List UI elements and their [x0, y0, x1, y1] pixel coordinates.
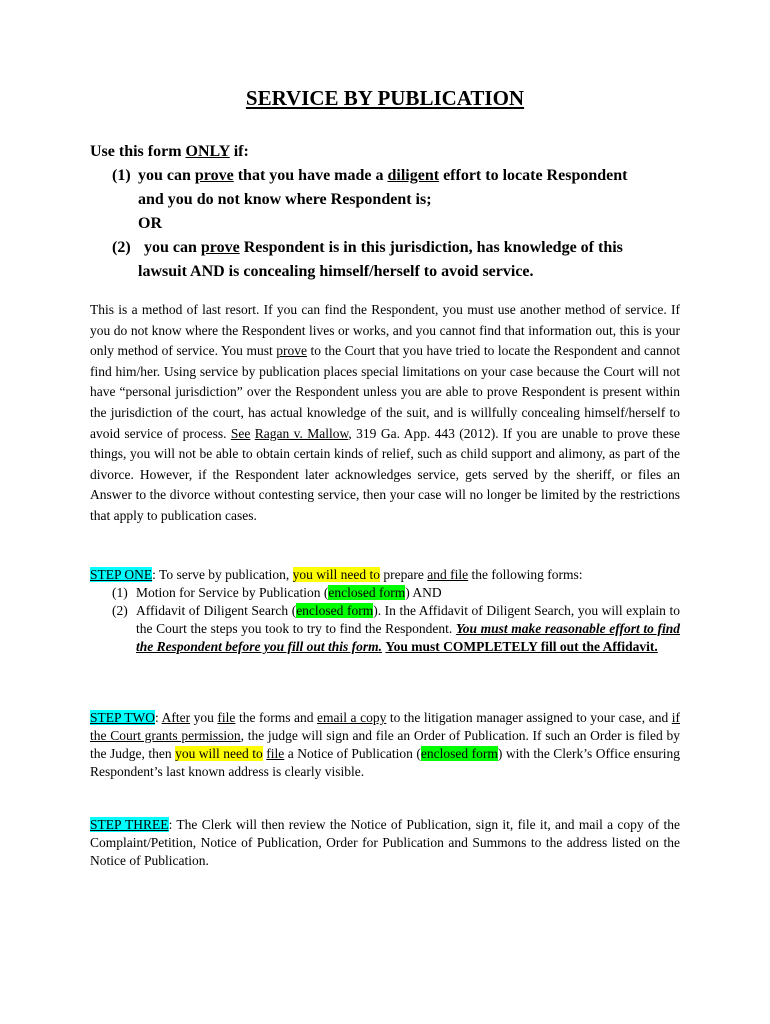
reasonable-effort-warning: You must make reasonable effort to find the Respondent before you fill out this form. — [136, 621, 680, 654]
file-underline: file — [217, 710, 236, 725]
prove-underline: prove — [276, 343, 308, 359]
and-file-underline: and file — [427, 567, 469, 582]
intro-lead-text: Use this form — [90, 143, 186, 160]
condition-1-line-2: and you do not know where Respondent is; — [138, 191, 432, 208]
step-one-intro: STEP ONE: To serve by publication, you will need to prepare and file the following forms: — [90, 567, 583, 582]
condition-2-text: you can prove Respondent is in this jurisdiction, has knowledge of this — [144, 239, 623, 256]
step-three-label: STEP THREE — [90, 817, 169, 832]
form-item-affidavit: (2) Affidavit of Diligent Search (enclosed form). In the Affidavit of Diligent Search, you will explain to the Court the steps you took to try to find the Respondent. You must make reasonable effort to find the Respondent before you fill out this form. You must COMPLETELY fill out the Affidavit. — [112, 603, 680, 654]
prove-emphasis-2: prove — [200, 239, 240, 256]
enclosed-form-badge: enclosed form — [296, 603, 374, 618]
or-separator: OR — [138, 215, 162, 232]
step-one-label: STEP ONE — [90, 567, 153, 582]
page-title: SERVICE BY PUBLICATION — [245, 86, 525, 110]
highlight-need-to: you will need to — [175, 746, 263, 761]
condition-1-number: (1) — [112, 167, 131, 184]
highlight-need-to: you will need to — [292, 567, 381, 582]
eligibility-conditions — [90, 140, 690, 284]
step-one — [90, 566, 680, 656]
form-item-motion: (1) Motion for Service by Publication (enclosed form) AND — [112, 585, 442, 600]
email-copy-underline: email a copy — [317, 710, 387, 725]
condition-1-text: you can prove that you have made a diligent effort to locate Respondent — [138, 167, 628, 184]
condition-2 — [90, 236, 690, 260]
explanation-paragraph: This is a method of last resort. If you can find the Respondent, you must use another method of service. If you do not know where the Respondent lives or works, and you cannot find that information out, this is your only method of service. You must prove to the Court that you have tried to locate the Respondent and cannot find him/her. Using service by publication places special limitations on your case because the Court will not have “personal jurisdiction” over the Respondent unless you are able to prove Respondent is present within the jurisdiction of the court, has actual knowledge of the suit, and is willfully concealing himself/herself to avoid service of process. See Ragan v. Mallow, 319 Ga. App. 443 (2012). If you are unable to prove these things, you will not be able to obtain certain kinds of relief, such as child support and alimony, as part of the divorce. However, if the Respondent later acknowledges service, gets served by the sheriff, or files an Answer to the divorce without contesting service, then your case will no longer be limited by the restrictions that apply to publication cases. — [90, 302, 681, 523]
intro-lead — [90, 140, 690, 164]
complete-affidavit-warning: You must COMPLETELY fill out the Affidavit. — [385, 639, 658, 654]
step-three: STEP THREE: The Clerk will then review the Notice of Publication, sign it, file it, and mail a copy of the Complaint/Petition, Notice of Publication, Order for Publication and Summons to the address listed on the Notice of Publication. — [90, 817, 680, 868]
step-two: STEP TWO: After you file the forms and email a copy to the litigation manager assigned to your case, and if the Court grants permission, the judge will sign and file an Order of Publication. If such an Order is filed by the Judge, then you will need to file a Notice of Publication (enclosed form) with the Clerk’s Office ensuring Respondent’s last known address is clearly visible. — [90, 710, 680, 779]
enclosed-form-badge: enclosed form — [328, 585, 406, 600]
condition-1 — [90, 164, 690, 188]
only-emphasis: ONLY — [185, 143, 230, 160]
intro-lead-tail: if: — [229, 143, 249, 160]
court-permission-underline: if the Court grants permission — [90, 710, 680, 743]
enclosed-form-badge: enclosed form — [420, 746, 498, 761]
prove-emphasis: prove — [194, 167, 234, 184]
diligent-emphasis: diligent — [387, 167, 440, 184]
case-citation: Ragan v. Mallow — [254, 425, 349, 441]
file-underline-2: file — [266, 746, 285, 761]
step-two-label: STEP TWO — [90, 710, 156, 725]
condition-2-number: (2) — [112, 239, 131, 256]
condition-2-line-2: lawsuit AND is concealing himself/herself to avoid service. — [138, 263, 534, 280]
see-signal: See — [230, 425, 251, 441]
after-underline: After — [161, 710, 191, 725]
